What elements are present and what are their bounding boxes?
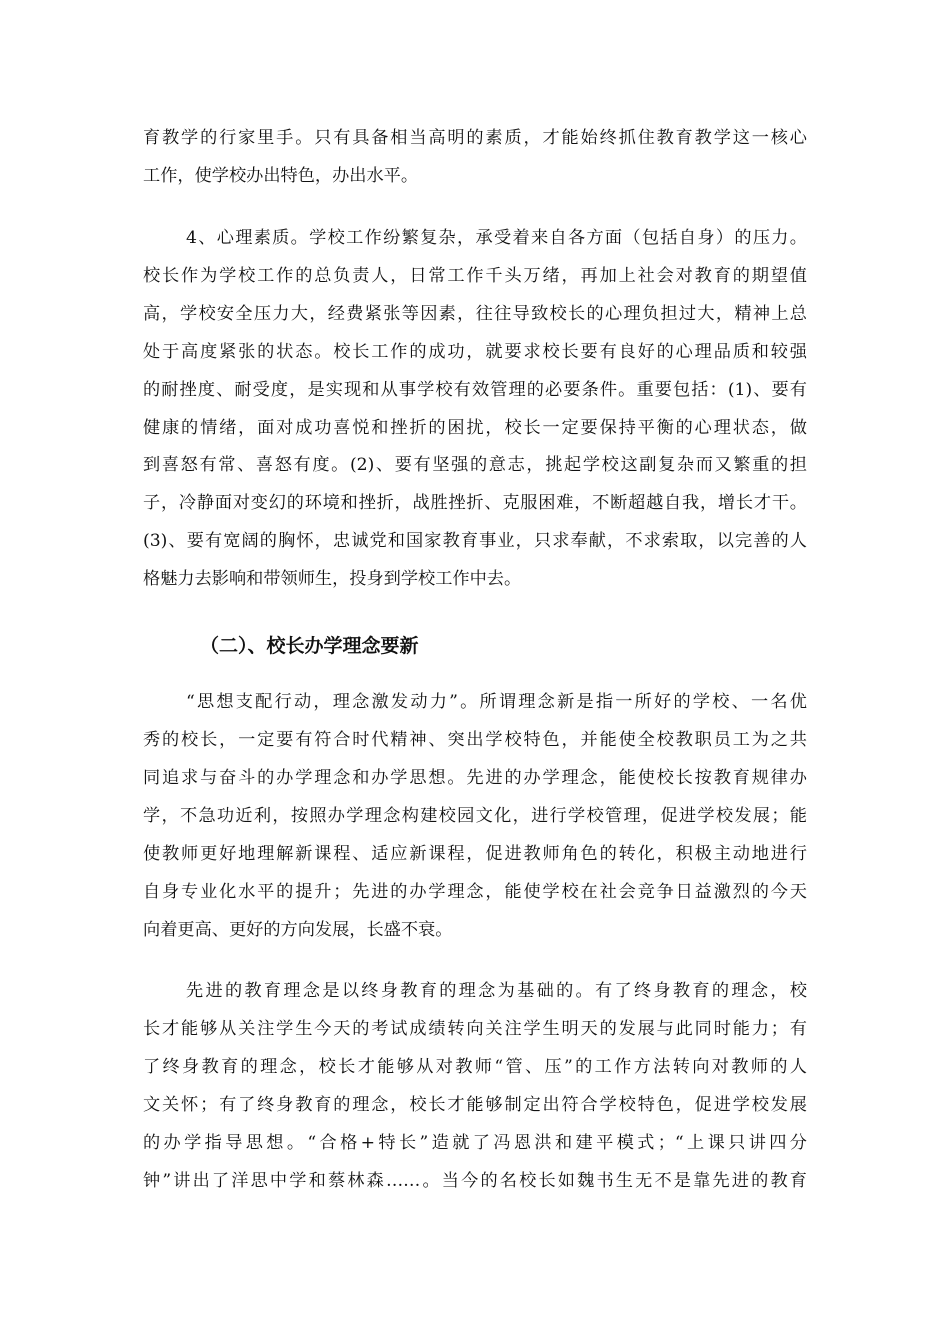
paragraph-1-line-2: 工作，使学校办出特色，办出水平。: [143, 166, 419, 186]
paragraph-3-line-1: “思想支配行动，理念激发动力”。所谓理念新是指一所好的学校、一名优: [186, 692, 807, 712]
paragraph-2-line-6: 健康的情绪，面对成功喜悦和挫折的困扰，校长一定要保持平衡的心理状态，做: [143, 418, 807, 438]
paragraph-3-line-3: 同追求与奋斗的办学理念和办学思想。先进的办学理念，能使校长按教育规律办: [143, 768, 807, 788]
paragraph-3-line-7: 向着更高、更好的方向发展，长盛不衰。: [143, 920, 453, 940]
paragraph-4-line-5: 的办学指导思想。“合格+特长”造就了冯恩洪和建平模式；“上课只讲四分: [143, 1133, 807, 1153]
paragraph-2-line-10: 格魅力去影响和带领师生，投身到学校工作中去。: [143, 569, 522, 589]
section-heading: （二）、校长办学理念要新: [200, 635, 419, 657]
paragraph-2-line-2: 校长作为学校工作的总负责人，日常工作千头万绪，再加上社会对教育的期望值: [143, 266, 807, 286]
paragraph-4-line-2: 长才能够从关注学生今天的考试成绩转向关注学生明天的发展与此同时能力；有: [143, 1019, 807, 1039]
paragraph-2-line-9: (3)、要有宽阔的胸怀，忠诚党和国家教育事业，只求奉献，不求索取，以完善的人: [143, 531, 807, 551]
paragraph-3-line-4: 学，不急功近利，按照办学理念构建校园文化，进行学校管理，促进学校发展；能: [143, 806, 807, 826]
paragraph-3-line-5: 使教师更好地理解新课程、适应新课程，促进教师角色的转化，积极主动地进行: [143, 844, 807, 864]
paragraph-2-line-5: 的耐挫度、耐受度，是实现和从事学校有效管理的必要条件。重要包括：(1)、要有: [143, 380, 807, 400]
paragraph-2-line-1: 4、心理素质。学校工作纷繁复杂，承受着来自各方面（包括自身）的压力。: [186, 228, 807, 248]
paragraph-2-line-4: 处于高度紧张的状态。校长工作的成功，就要求校长要有良好的心理品质和较强: [143, 342, 807, 362]
paragraph-3-line-2: 秀的校长，一定要有符合时代精神、突出学校特色，并能使全校教职员工为之共: [143, 730, 807, 750]
paragraph-4-line-6: 钟”讲出了洋思中学和蔡林森……。当今的名校长如魏书生无不是靠先进的教育: [143, 1171, 807, 1191]
paragraph-3-line-6: 自身专业化水平的提升；先进的办学理念，能使学校在社会竞争日益激烈的今天: [143, 882, 807, 902]
paragraph-4-line-4: 文关怀；有了终身教育的理念，校长才能够制定出符合学校特色，促进学校发展: [143, 1095, 807, 1115]
paragraph-1-line-1: 育教学的行家里手。只有具备相当高明的素质，才能始终抓住教育教学这一核心: [143, 128, 807, 148]
paragraph-2-line-3: 高，学校安全压力大，经费紧张等因素，往往导致校长的心理负担过大，精神上总: [143, 304, 807, 324]
paragraph-2-line-8: 子，冷静面对变幻的环境和挫折，战胜挫折、克服困难，不断超越自我，增长才干。: [143, 493, 807, 513]
paragraph-4-line-3: 了终身教育的理念，校长才能够从对教师“管、压”的工作方法转向对教师的人: [143, 1057, 807, 1077]
paragraph-4-line-1: 先进的教育理念是以终身教育的理念为基础的。有了终身教育的理念，校: [186, 981, 807, 1001]
paragraph-2-line-7: 到喜怒有常、喜怒有度。(2)、要有坚强的意志，挑起学校这副复杂而又繁重的担: [143, 455, 807, 475]
